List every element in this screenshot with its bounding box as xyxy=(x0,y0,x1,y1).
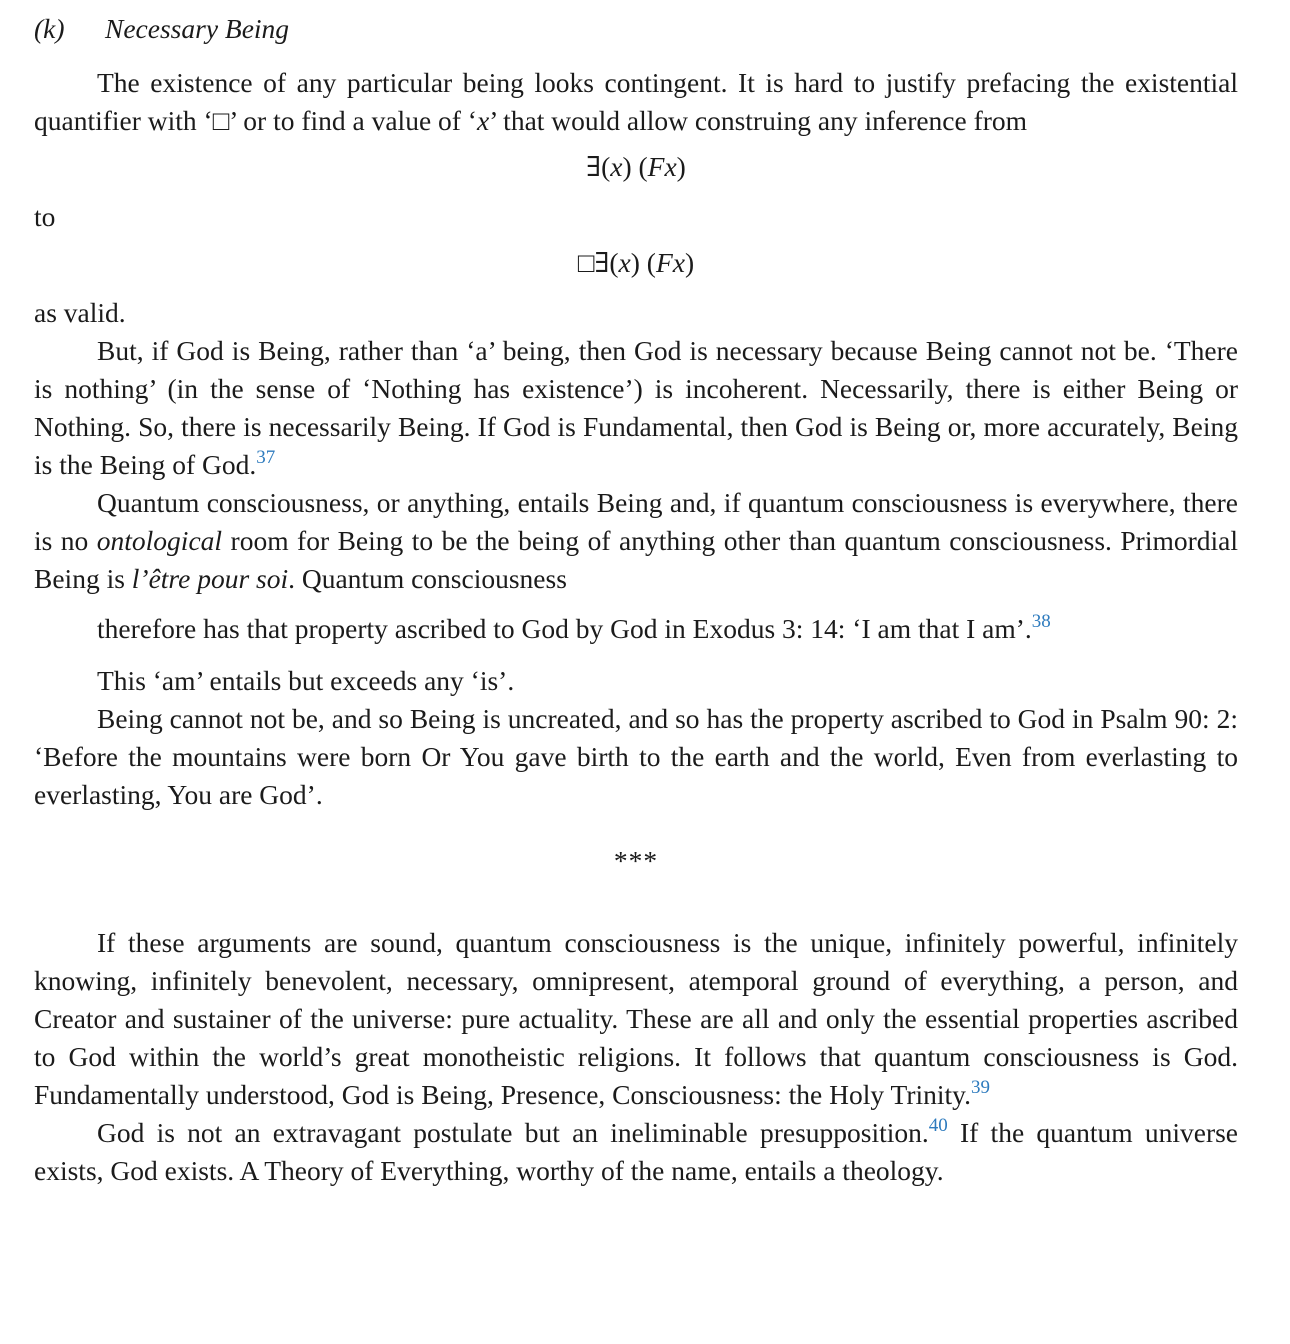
intro-text-b: ’ that would allow construing any inference from xyxy=(489,105,1028,136)
section-heading xyxy=(34,10,1238,48)
formula-boxed-existential xyxy=(34,244,1238,282)
formula1-mid: ) ( xyxy=(622,151,648,182)
formula1-var: x xyxy=(610,151,623,182)
footnote-ref-40[interactable]: 40 xyxy=(928,1115,948,1136)
footnote-ref-37[interactable]: 37 xyxy=(256,447,276,468)
quantum-italic-etre-pour-soi: l’être pour soi xyxy=(131,563,289,594)
quantum-paragraph xyxy=(34,484,1238,598)
but-paragraph xyxy=(34,332,1238,484)
connector-line: to xyxy=(34,201,56,232)
formula2-var: x xyxy=(618,247,631,278)
quantum-text-b: room for Being to be the being of anything other than quantum consciousness. Primordial Being is xyxy=(34,525,1239,594)
formula2-post: ) xyxy=(684,247,695,278)
section-break-asterisks: *** xyxy=(613,845,659,876)
exodus-quote-text: therefore has that property ascribed to God by God in Exodus 3: 14: ‘I am that I am’. xyxy=(97,613,1032,644)
section-title: Necessary Being xyxy=(105,13,290,44)
conclusion-text: If these arguments are sound, quantum consciousness is the unique, infinitely powerful, infinitely knowing, infinitely benevolent, necessary, omnipresent, atemporal ground of everything, a person, and Creator and sustainer of the universe: pure actuality. These are all and only the essential properties ascribed to God within the world’s great monotheistic religions. It follows that quantum consciousness is God. Fundamentally understood, God is Being, Presence, Consciousness: the Holy Trinity. xyxy=(34,927,1238,1110)
being-paragraph: Being cannot not be, and so Being is uncreated, and so has the property ascribed to God in Psalm 90: 2: ‘Before the mountains were born Or You gave birth to the earth and the world, Even from everlasting to everlasting, You are God’. xyxy=(34,703,1238,810)
quantum-text-c: . Quantum consciousness xyxy=(288,563,567,594)
final-text-b: If the quantum universe exists, God exists. A Theory of Everything, worthy of the name, entails a theology. xyxy=(34,1117,1239,1186)
but-text: But, if God is Being, rather than ‘a’ being, then God is necessary because Being cannot not be. ‘There is nothing’ (in the sense of ‘Nothing has existence’) is incoherent. Necessarily, there is either Being or Nothing. So, there is necessarily Being. If God is Fundamental, then God is Being or, more accurately, Being is the Being of God. xyxy=(34,335,1238,480)
intro-text-a: The existence of any particular being looks contingent. It is hard to justify prefacing the existential quantifier with ‘□’ or to find a value of ‘ xyxy=(34,67,1238,136)
intro-paragraph xyxy=(34,64,1238,140)
formula2-pre: □∃( xyxy=(577,247,619,278)
quantum-text-a: Quantum consciousness, or anything, entails Being and, if quantum consciousness is everywhere, there is no xyxy=(34,487,1238,556)
validity-line: as valid. xyxy=(34,297,126,328)
formula1-pre: ∃( xyxy=(586,151,611,182)
formula-existential xyxy=(34,148,1238,186)
final-text-a: God is not an extravagant postulate but an ineliminable presupposition. xyxy=(97,1117,929,1148)
intro-variable-x: x xyxy=(476,105,490,136)
formula2-mid: ) ( xyxy=(630,247,656,278)
formula1-pred: Fx xyxy=(647,151,677,182)
conclusion-paragraph xyxy=(34,924,1238,1114)
final-paragraph xyxy=(34,1114,1238,1190)
formula1-post: ) xyxy=(676,151,686,182)
quantum-italic-ontological: ontological xyxy=(96,525,223,556)
footnote-ref-38[interactable]: 38 xyxy=(1031,611,1051,632)
formula2-pred: Fx xyxy=(655,247,685,278)
footnote-ref-39[interactable]: 39 xyxy=(971,1077,990,1098)
am-paragraph: This ‘am’ entails but exceeds any ‘is’. xyxy=(97,665,515,696)
exodus-quote-paragraph xyxy=(97,610,1168,648)
section-label: (k) xyxy=(34,13,65,44)
